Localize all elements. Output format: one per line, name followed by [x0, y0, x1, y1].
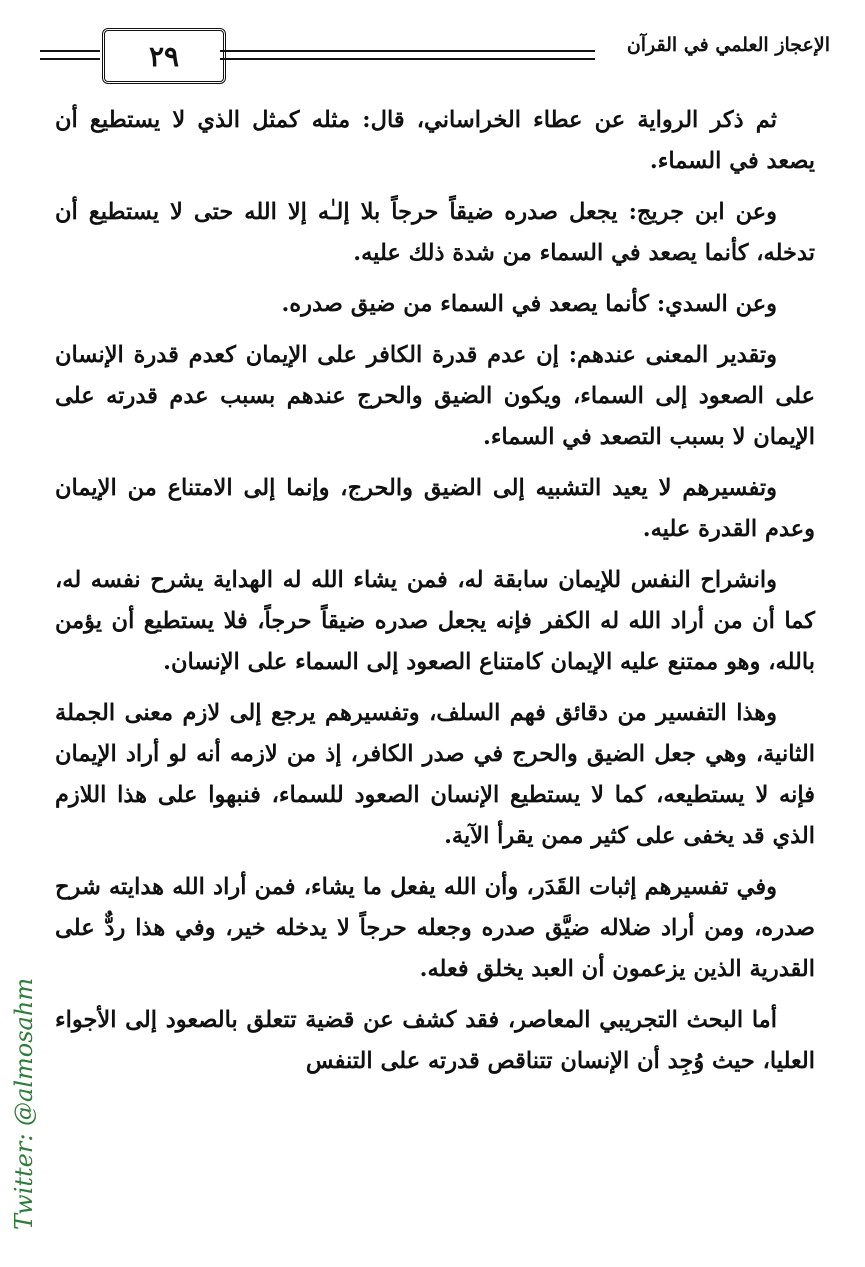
running-title: الإعجاز العلمي في القرآن	[617, 34, 830, 56]
body-text	[55, 100, 815, 1092]
page-header	[40, 28, 830, 78]
paragraph: أما البحث التجريبي المعاصر، فقد كشف عن قضية تتعلق بالصعود إلى الأجواء العليا، حيث وُجِد أن الإنسان تتناقص قدرته على التنفس	[55, 1007, 815, 1074]
page-number-box	[102, 28, 226, 84]
paragraph: وتفسيرهم لا يعيد التشبيه إلى الضيق والحرج، وإنما إلى الامتناع من الإيمان وعدم القدرة عليه.	[55, 475, 815, 542]
paragraph: وفي تفسيرهم إثبات القَدَر، وأن الله يفعل ما يشاء، فمن أراد الله هدايته شرح صدره، ومن أراد ضلاله ضيَّق صدره وجعله حرجاً لا يدخله خير، وفي هذا ردٌّ على القدرية الذين يزعمون أن العبد يخلق فعله.	[55, 874, 815, 982]
page-number: ٢٩	[148, 39, 180, 73]
paragraph: وعن السدي: كأنما يصعد في السماء من ضيق صدره.	[281, 291, 777, 317]
paragraph: وتقدير المعنى عندهم: إن عدم قدرة الكافر على الإيمان كعدم قدرة الإنسان على الصعود إلى السماء، ويكون الضيق والحرج عندهم بسبب عدم قدرته على الإيمان لا بسبب التصعد في السماء.	[55, 342, 815, 450]
paragraph: وانشراح النفس للإيمان سابقة له، فمن يشاء الله له الهداية يشرح نفسه له، كما أن من أراد الله له الكفر فإنه يجعل صدره ضيقاً حرجاً، فلا يستطيع أن يؤمن بالله، وهو ممتنع عليه الإيمان كامتناع الصعود إلى السماء على الإنسان.	[55, 567, 815, 675]
header-rule-left	[40, 50, 100, 60]
paragraph: ثم ذكر الرواية عن عطاء الخراساني، قال: مثله كمثل الذي لا يستطيع أن يصعد في السماء.	[55, 107, 815, 174]
paragraph: وهذا التفسير من دقائق فهم السلف، وتفسيرهم يرجع إلى لازم معنى الجملة الثانية، وهي جعل الضيق والحرج في صدر الكافر، إذ من لازمه أنه لو أراد الإيمان فإنه لا يستطيعه، كما لا يستطيع الإنسان الصعود للسماء، فنبهوا على هذا اللازم الذي قد يخفى على كثير ممن يقرأ الآية.	[55, 700, 815, 849]
paragraph: وعن ابن جريج: يجعل صدره ضيقاً حرجاً بلا إلـٰه إلا الله حتى لا يستطيع أن تدخله، كأنما يصعد في السماء من شدة ذلك عليه.	[55, 199, 815, 266]
header-rule	[220, 50, 595, 60]
watermark-text: Twitter: @almosahm	[10, 977, 38, 1230]
